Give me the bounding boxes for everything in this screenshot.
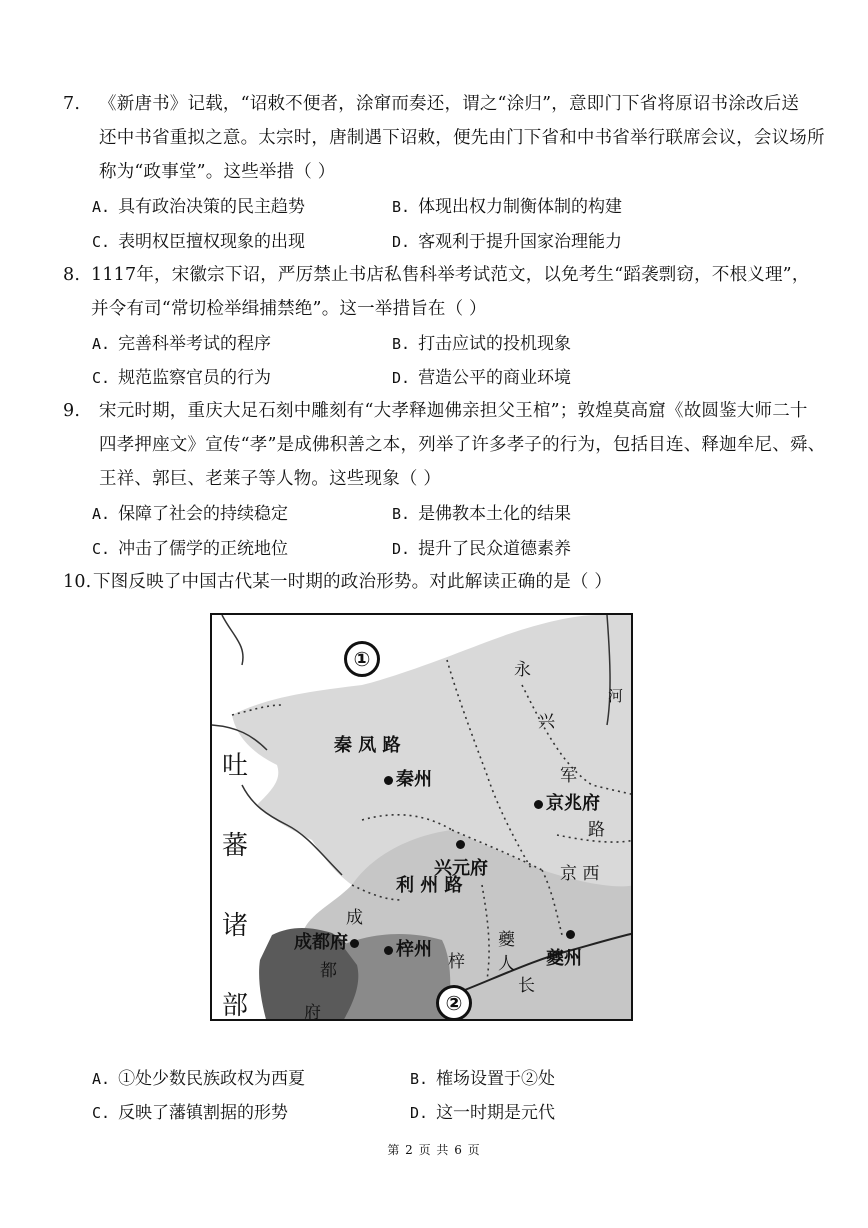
option-text: 完善科举考试的程序 [118, 334, 272, 354]
map-label-jingxi: 京 西 [560, 864, 600, 884]
map-label-tubo-3: 诸 [222, 911, 249, 941]
question-number: 9. [63, 401, 81, 421]
option-b[interactable] [392, 499, 571, 524]
map-label-lu: 路 [588, 820, 605, 840]
option-label: D. [392, 540, 411, 558]
map-label-qinfeng-road: 秦 凤 路 [334, 735, 401, 756]
map-label-tubo-4: 部 [222, 991, 249, 1021]
marker-circle-1: ① [344, 641, 380, 677]
city-dot [566, 930, 575, 939]
option-d[interactable] [392, 363, 571, 388]
option-label: B. [392, 198, 411, 216]
map-label-kuizhou [546, 923, 582, 970]
question-text-line: 王祥、郭巨、老莱子等人物。这些现象（ ） [99, 469, 442, 489]
question-text-line: 1117年，宋徽宗下诏，严厉禁止书店私售科举考试范文，以免考生“蹈袭剽窃，不根义理”， [91, 265, 810, 285]
option-text: 提升了民众道德素养 [418, 539, 572, 559]
city-dot [534, 800, 543, 809]
option-d[interactable] [410, 1098, 555, 1123]
option-text: 规范监察官员的行为 [118, 368, 272, 388]
map-label-xing: 兴 [538, 712, 555, 732]
option-b[interactable] [410, 1064, 555, 1089]
map-label-du: 都 [320, 961, 337, 981]
question-number: 7. [63, 94, 81, 114]
option-text: 冲击了儒学的正统地位 [118, 539, 289, 559]
option-label: A. [92, 335, 111, 353]
map-label-qinzhou [384, 765, 432, 791]
question-text-line: 《新唐书》记载，“诏敕不便者，涂窜而奏还，谓之“涂归”，意即门下省将原诏书涂改后送 [99, 94, 800, 114]
marker-circle-2: ② [436, 985, 472, 1021]
option-c[interactable] [92, 227, 305, 252]
option-b[interactable] [392, 329, 571, 354]
option-label: C. [92, 369, 111, 387]
option-label: D. [392, 369, 411, 387]
option-a[interactable] [92, 499, 288, 524]
option-label: C. [92, 1104, 111, 1122]
map-label-zizhou [384, 935, 432, 961]
option-label: A. [92, 505, 111, 523]
city-name: 成都府 [294, 932, 348, 953]
option-c[interactable] [92, 1098, 288, 1123]
map-label-lizhou-road: 利 州 路 [396, 875, 463, 896]
option-c[interactable] [92, 363, 271, 388]
option-label: C. [92, 233, 111, 251]
option-label: A. [92, 198, 111, 216]
option-text: 保障了社会的持续稳定 [118, 504, 289, 524]
city-name: 秦州 [396, 769, 432, 790]
page-footer: 第 2 页 共 6 页 [387, 1143, 481, 1157]
option-text: ①处少数民族政权为西夏 [118, 1069, 306, 1089]
option-text: 这一时期是元代 [436, 1103, 556, 1123]
option-label: B. [410, 1070, 429, 1088]
map-label-zi: 梓 [448, 952, 465, 972]
map-label-he: 河 [608, 687, 624, 705]
map-label-tubo-1: 吐 [222, 751, 249, 781]
option-label: B. [392, 335, 411, 353]
city-name: 京兆府 [546, 793, 600, 814]
option-text: 具有政治决策的民主趋势 [118, 197, 306, 217]
question-text-line: 四孝押座文》宣传“孝”是成佛积善之本，列举了许多孝子的行为，包括目连、释迦牟尼、舜、 [99, 435, 826, 455]
map-label-fu: 府 [304, 1003, 321, 1021]
option-text: 反映了藩镇割据的形势 [118, 1103, 289, 1123]
map-label-tubo-2: 蕃 [222, 831, 249, 861]
city-dot [350, 939, 359, 948]
map-label-jun: 军 [560, 766, 577, 786]
option-a[interactable] [92, 329, 271, 354]
question-number: 8. [63, 265, 81, 285]
option-text: 营造公平的商业环境 [418, 368, 572, 388]
option-text: 榷场设置于②处 [436, 1069, 556, 1089]
option-d[interactable] [392, 534, 571, 559]
option-c[interactable] [92, 534, 288, 559]
city-dot [384, 946, 393, 955]
question-text-line: 还中书省重拟之意。太宗时，唐制遇下诏敕，便先由门下省和中书省举行联席会议，会议场所 [99, 128, 825, 148]
option-a[interactable] [92, 192, 305, 217]
city-name: 夔州 [546, 948, 582, 969]
question-text-line: 称为“政事堂”。这些举措（ ） [99, 162, 336, 182]
question-text-line: 宋元时期，重庆大足石刻中雕刻有“大孝释迦佛亲担父王棺”；敦煌莫高窟《故圆鉴大师二十 [99, 401, 808, 421]
option-text: 客观利于提升国家治理能力 [418, 232, 623, 252]
map-label-cheng: 成 [346, 908, 363, 928]
city-name: 兴元府 [434, 858, 488, 879]
map-label-chengdufu [294, 928, 359, 954]
option-label: A. [92, 1070, 111, 1088]
question-number: 10. [63, 572, 92, 592]
map-label-ren: 人 [498, 954, 515, 974]
option-text: 打击应试的投机现象 [418, 334, 572, 354]
option-label: C. [92, 540, 111, 558]
option-text: 体现出权力制衡体制的构建 [418, 197, 623, 217]
map-label-yong: 永 [514, 660, 531, 680]
map-label-chang: 长 [518, 976, 535, 996]
option-a[interactable] [92, 1064, 305, 1089]
option-text: 表明权臣擅权现象的出现 [118, 232, 306, 252]
city-dot [456, 840, 465, 849]
city-name: 梓州 [396, 939, 432, 960]
question-text-line: 下图反映了中国古代某一时期的政治形势。对此解读正确的是（ ） [93, 572, 613, 592]
option-b[interactable] [392, 192, 622, 217]
city-dot [384, 776, 393, 785]
option-d[interactable] [392, 227, 622, 252]
option-label: D. [392, 233, 411, 251]
option-text: 是佛教本土化的结果 [418, 504, 572, 524]
map-label-jingzhaofu [534, 789, 600, 815]
historical-map [210, 613, 633, 1021]
option-label: D. [410, 1104, 429, 1122]
map-label-kui: 夔 [498, 930, 515, 950]
option-label: B. [392, 505, 411, 523]
question-text-line: 并令有司“常切检举缉捕禁绝”。这一举措旨在（ ） [91, 299, 487, 319]
